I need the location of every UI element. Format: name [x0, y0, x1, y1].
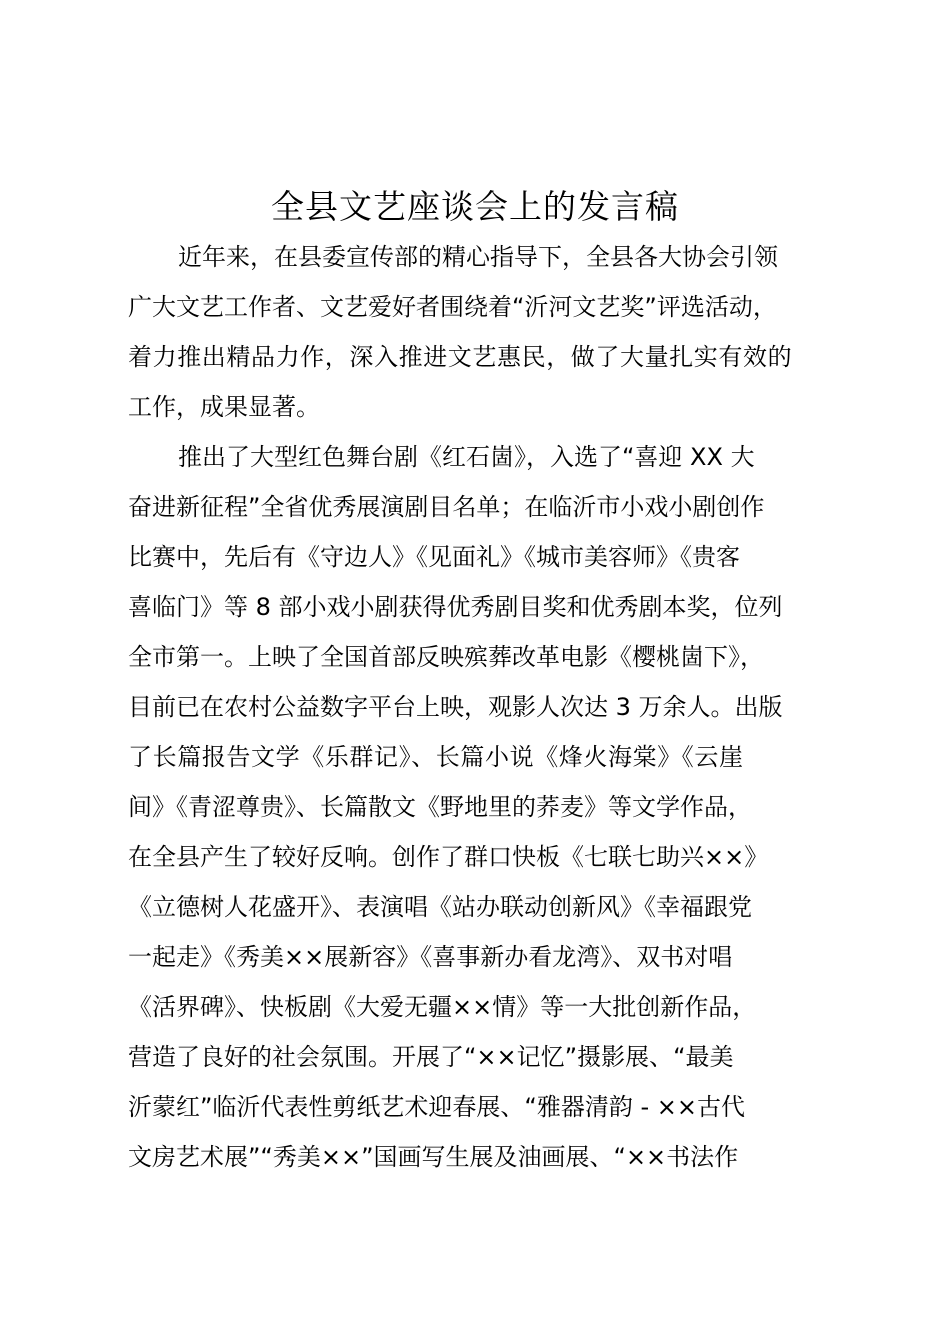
paragraph-1-line-2: 广大文艺工作者、文艺爱好者围绕着“沂河文艺奖”评选活动， — [128, 293, 777, 321]
paragraph-2-line-3: 比赛中，先后有《守边人》《见面礼》《城市美容师》《贵客 — [128, 543, 740, 571]
document-body — [128, 232, 838, 1182]
paragraph-2-line-11: 一起走》《秀美××展新容》《喜事新办看龙湾》、双书对唱 — [128, 943, 733, 971]
paragraph-2-line-10: 《立德树人花盛开》、表演唱《站办联动创新风》《幸福跟党 — [128, 893, 752, 921]
paragraph-2-line-7: 了长篇报告文学《乐群记》、长篇小说《烽火海棠》《云崖 — [128, 743, 744, 771]
paragraph-2-line-14: 沂蒙红”临沂代表性剪纸艺术迎春展、“雅器清韵 - ××古代 — [128, 1093, 746, 1121]
paragraph-2-line-6: 目前已在农村公益数字平台上映，观影人次达 3 万余人。出版 — [128, 693, 783, 721]
paragraph-1-line-1: 近年来，在县委宣传部的精心指导下，全县各大协会引领 — [178, 243, 778, 271]
paragraph-2-line-13: 营造了良好的社会氛围。开展了“××记忆”摄影展、“最美 — [128, 1043, 734, 1071]
paragraph-1-line-4: 工作，成果显著。 — [128, 393, 320, 421]
paragraph-2-line-2: 奋进新征程”全省优秀展演剧目名单；在临沂市小戏小剧创作 — [128, 493, 765, 521]
paragraph-2-line-9: 在全县产生了较好反响。创作了群口快板《七联七助兴××》 — [128, 843, 769, 871]
paragraph-2-line-1: 推出了大型红色舞台剧《红石崮》，入选了“喜迎 XX 大 — [178, 443, 755, 471]
paragraph-2-line-8: 间》《青涩尊贵》、长篇散文《野地里的荞麦》等文学作品， — [128, 793, 752, 821]
paragraph-2-line-12: 《活界碑》、快板剧《大爱无疆××情》等一大批创新作品， — [128, 993, 757, 1021]
paragraph-1-line-3: 着力推出精品力作，深入推进文艺惠民，做了大量扎实有效的 — [128, 343, 793, 371]
paragraph-2-line-5: 全市第一。上映了全国首部反映殡葬改革电影《樱桃崮下》， — [128, 643, 764, 671]
document-title: 全县文艺座谈会上的发言稿 — [271, 187, 679, 226]
paragraph-2-line-15: 文房艺术展”“秀美××”国画写生展及油画展、“××书法作 — [128, 1143, 739, 1171]
paragraph-2-line-4: 喜临门》等 8 部小戏小剧获得优秀剧目奖和优秀剧本奖，位列 — [128, 593, 783, 621]
